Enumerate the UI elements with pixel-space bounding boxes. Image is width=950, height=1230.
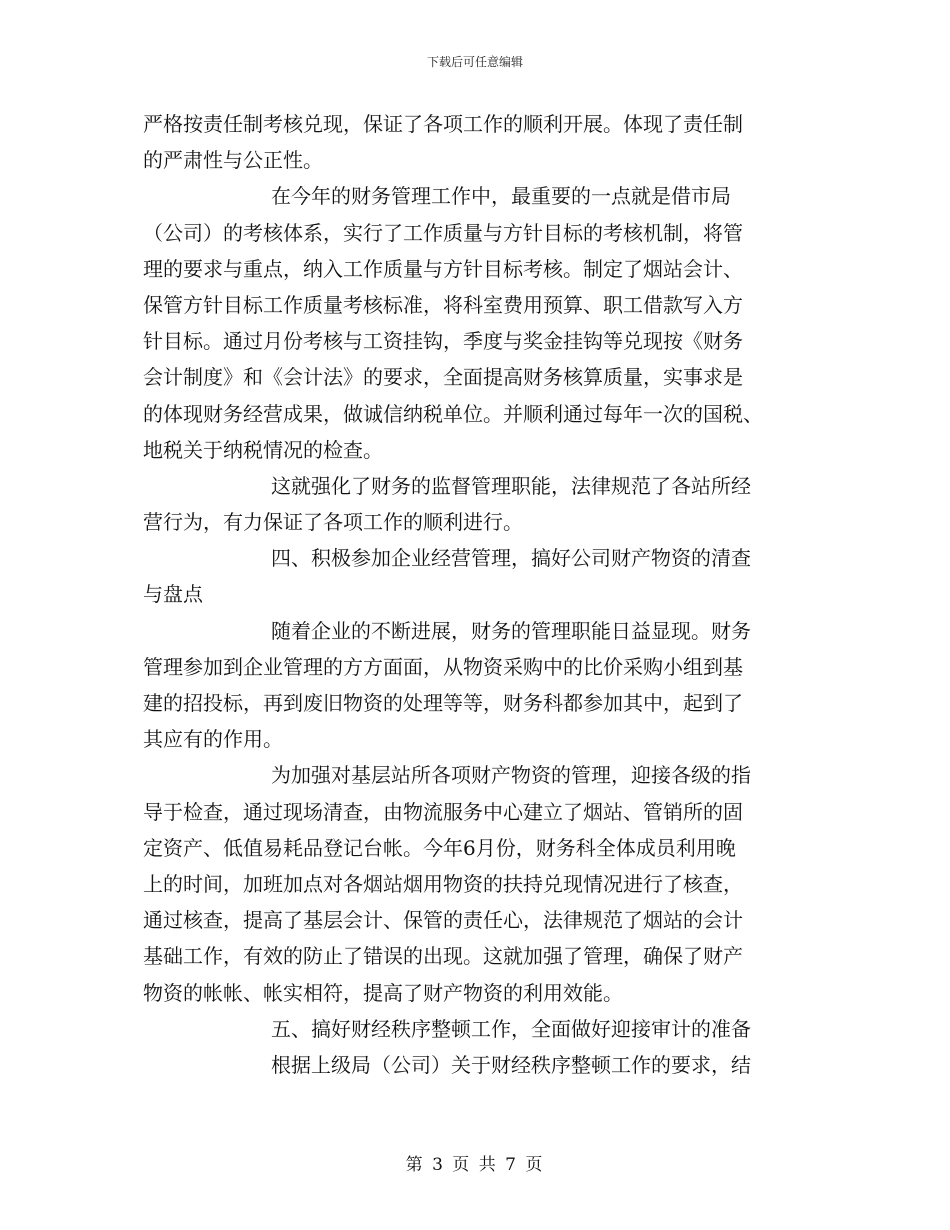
paragraph-start-line: 在今年的财务管理工作中，最重要的一点就是借市局 — [271, 184, 731, 209]
text-line: 理的要求与重点，纳入工作质量与方针目标考核。制定了烟站会计、 — [143, 256, 743, 281]
page-header: 下载后可任意编辑 — [426, 55, 523, 69]
text-line: 针目标。通过月份考核与工资挂钩，季度与奖金挂钩等兑现按《财务 — [143, 329, 743, 354]
text-line: 严格按责任制考核兑现，保证了各项工作的顺利开展。体现了责任制 — [143, 112, 743, 136]
paragraph-start-line: 这就强化了财务的监督管理职能，法律规范了各站所经 — [271, 473, 751, 498]
text-line: 其应有的作用。 — [143, 727, 283, 752]
text-line: 通过核查，提高了基层会计、保管的责任心，法律规范了烟站的会计 — [143, 908, 743, 933]
text-line: 的体现财务经营成果，做诚信纳税单位。并顺利通过每年一次的国税、 — [143, 401, 763, 426]
text-line: 营行为，有力保证了各项工作的顺利进行。 — [143, 510, 523, 535]
paragraph-start-line: 随着企业的不断进展，财务的管理职能日益显现。财务 — [271, 618, 751, 643]
text-line: 上的时间，加班加点对各烟站烟用物资的扶持兑现情况进行了核查， — [143, 871, 743, 896]
document-body — [143, 106, 811, 1083]
text-line: 基础工作，有效的防止了错误的出现。这就加强了管理，确保了财产 — [143, 944, 743, 969]
text-line: 定资产、低值易耗品登记台帐。今年6月份，财务科全体成员利用晚 — [143, 835, 736, 860]
text-line: 会计制度》和《会计法》的要求，全面提高财务核算质量，实事求是 — [143, 365, 743, 390]
section-heading-continuation: 与盘点 — [143, 582, 203, 607]
section-heading: 四、积极参加企业经营管理，搞好公司财产物资的清查 — [271, 546, 751, 571]
text-line: 地税关于纳税情况的检查。 — [143, 437, 383, 462]
page-number-footer: 第 3 页 共 7 页 — [405, 1155, 545, 1175]
paragraph-start-line: 为加强对基层站所各项财产物资的管理，迎接各级的指 — [271, 763, 751, 788]
paragraph-start-line: 根据上级局（公司）关于财经秩序整顿工作的要求，结 — [271, 1052, 751, 1077]
text-line: 管理参加到企业管理的方方面面，从物资采购中的比价采购小组到基 — [143, 654, 743, 679]
text-line: 建的招投标，再到废旧物资的处理等等，财务科都参加其中，起到了 — [143, 691, 743, 715]
text-line: 物资的帐帐、帐实相符，提高了财产物资的利用效能。 — [143, 980, 623, 1005]
text-line: 保管方针目标工作质量考核标准，将科室费用预算、职工借款写入方 — [143, 292, 743, 317]
text-line: 导于检查，通过现场清查，由物流服务中心建立了烟站、管销所的固 — [143, 799, 743, 824]
text-line: （公司）的考核体系，实行了工作质量与方针目标的考核机制，将管 — [143, 220, 743, 245]
section-heading: 五、搞好财经秩序整顿工作，全面做好迎接审计的准备 — [271, 1016, 751, 1041]
text-line: 的严肃性与公正性。 — [143, 148, 323, 173]
